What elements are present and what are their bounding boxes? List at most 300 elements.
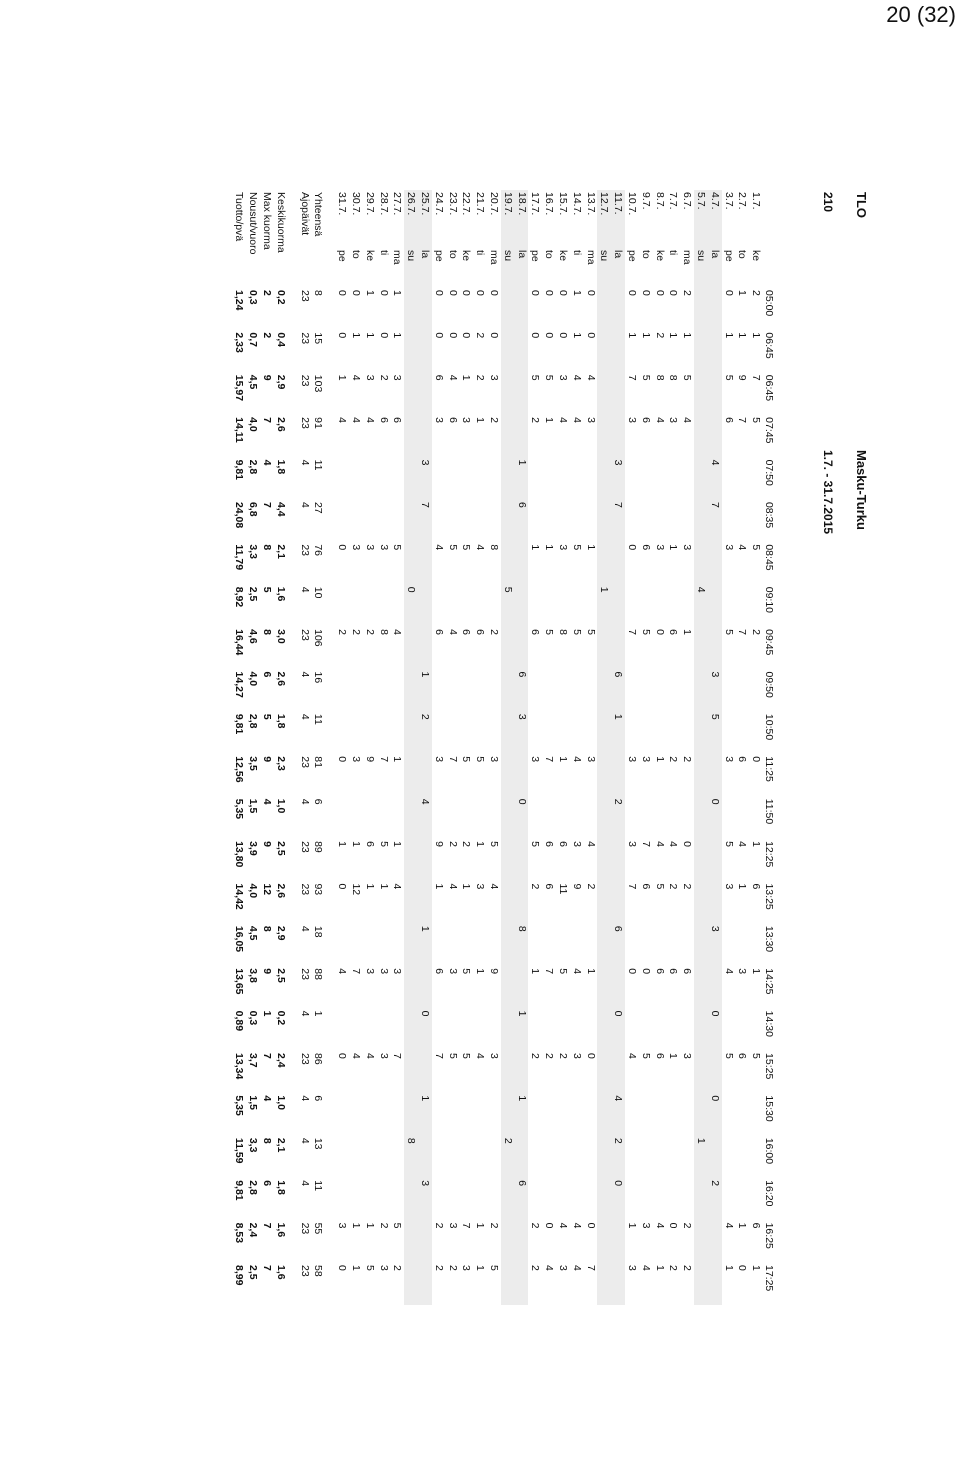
passenger-count-cell: 6: [515, 500, 529, 542]
row-date: 5.7.: [694, 190, 708, 248]
passenger-count-cell: 3: [446, 1222, 459, 1229]
table-row: [473, 190, 487, 1305]
summary-value: 23: [298, 544, 311, 557]
passenger-count-cell: 8: [487, 544, 500, 551]
passenger-count-cell: 7: [418, 500, 432, 542]
passenger-count-cell: 1: [570, 290, 583, 296]
passenger-count-cell: 0: [446, 332, 459, 339]
passenger-count-cell: [694, 330, 708, 372]
passenger-count-cell: 1: [515, 458, 529, 500]
passenger-count-cell: 0: [584, 332, 597, 339]
passenger-count-cell: [694, 373, 708, 415]
passenger-count-cell: 0: [708, 797, 722, 839]
passenger-count-cell: 5: [750, 417, 763, 424]
passenger-count-cell: [680, 500, 694, 542]
passenger-count-cell: [625, 1178, 639, 1220]
passenger-count-cell: 5: [460, 756, 473, 763]
passenger-count-cell: 4: [556, 417, 569, 424]
passenger-count-cell: [501, 1093, 515, 1135]
passenger-count-cell: 3: [432, 756, 445, 763]
passenger-count-cell: 5: [391, 1222, 404, 1229]
passenger-count-cell: [487, 458, 501, 500]
row-date: 27.7.: [391, 192, 404, 216]
passenger-count-cell: [597, 1051, 611, 1093]
summary-value: 23: [298, 756, 311, 768]
table-row: [666, 190, 680, 1305]
passenger-count-cell: [501, 1263, 515, 1305]
passenger-count-cell: [487, 924, 501, 966]
passenger-count-cell: [418, 966, 432, 1008]
passenger-count-cell: 2: [350, 629, 362, 635]
passenger-count-cell: 1: [556, 756, 569, 763]
summary-label: Yhteensä: [312, 192, 325, 237]
passenger-count-cell: 4: [570, 417, 583, 424]
passenger-count-cell: 1: [418, 670, 432, 712]
kpi-value: 1,24: [233, 290, 246, 311]
passenger-count-cell: [584, 1093, 598, 1135]
passenger-count-cell: 3: [625, 841, 638, 847]
row-weekday: la: [515, 248, 529, 288]
passenger-count-cell: [390, 797, 404, 839]
passenger-count-cell: [377, 500, 391, 542]
passenger-count-cell: [556, 797, 570, 839]
passenger-count-cell: [570, 500, 584, 542]
passenger-count-cell: [584, 1178, 598, 1220]
passenger-count-cell: 3: [736, 968, 749, 975]
passenger-count-cell: [363, 1136, 377, 1178]
passenger-count-cell: [611, 1051, 625, 1093]
passenger-count-cell: [694, 754, 708, 796]
passenger-count-cell: 4: [708, 458, 722, 500]
kpi-value: 0,89: [233, 1010, 246, 1032]
passenger-count-cell: [708, 542, 722, 584]
table-row: [625, 190, 639, 1305]
kpi-value: 2: [261, 290, 274, 296]
passenger-count-cell: 0: [418, 1009, 432, 1051]
passenger-count-cell: [597, 924, 611, 966]
passenger-count-cell: 0: [336, 1264, 349, 1271]
kpi-value: 13,34: [233, 1053, 246, 1080]
passenger-count-cell: [528, 670, 542, 712]
passenger-count-cell: 1: [597, 585, 611, 627]
passenger-count-cell: [363, 458, 377, 500]
passenger-count-cell: [459, 1136, 473, 1178]
passenger-count-cell: [570, 1093, 584, 1135]
passenger-count-cell: [459, 924, 473, 966]
passenger-count-cell: [611, 1221, 625, 1263]
summary-value: 23: [298, 332, 311, 345]
passenger-count-cell: 1: [681, 629, 694, 635]
kpi-value: 6,8: [247, 501, 260, 517]
passenger-count-cell: 9: [363, 756, 376, 763]
passenger-count-cell: [501, 288, 515, 330]
passenger-count-cell: 5: [474, 756, 487, 763]
kpi-value: 4,5: [247, 925, 260, 941]
passenger-count-cell: 3: [363, 544, 376, 551]
passenger-count-cell: [625, 670, 639, 712]
passenger-count-cell: [570, 1136, 584, 1178]
passenger-count-cell: [584, 1136, 598, 1178]
passenger-count-cell: 4: [667, 841, 680, 847]
passenger-count-cell: [487, 1136, 501, 1178]
passenger-count-cell: 2: [681, 1222, 694, 1229]
passenger-count-cell: 3: [722, 883, 735, 890]
passenger-count-cell: [556, 500, 570, 542]
passenger-count-cell: 3: [460, 417, 473, 424]
passenger-count-cell: [404, 500, 418, 542]
kpi-value: 2,4: [274, 1053, 287, 1068]
passenger-count-cell: 7: [639, 841, 652, 847]
passenger-count-cell: 5: [543, 629, 556, 635]
passenger-count-cell: [653, 797, 667, 839]
header-spacer: [763, 190, 783, 248]
kpi-value: 8: [261, 925, 274, 932]
kpi-value: 4,0: [247, 671, 260, 687]
passenger-count-cell: [708, 881, 722, 923]
kpi-value: 4,0: [247, 417, 260, 432]
summary-value: 6: [312, 798, 325, 805]
passenger-count-cell: [515, 415, 529, 457]
passenger-count-cell: 4: [336, 417, 349, 424]
passenger-count-cell: [735, 670, 749, 712]
passenger-count-cell: [390, 712, 404, 754]
passenger-count-cell: 8: [377, 629, 390, 635]
passenger-count-cell: [363, 585, 377, 627]
kpi-value: 2,6: [274, 417, 287, 432]
summary-value: 10: [312, 586, 325, 599]
passenger-count-cell: 0: [460, 290, 473, 296]
kpi-value: 5: [261, 586, 274, 593]
passenger-count-cell: [404, 373, 418, 415]
passenger-count-cell: 6: [750, 1222, 763, 1229]
passenger-count-cell: [363, 1178, 377, 1220]
passenger-count-cell: 0: [625, 290, 638, 296]
passenger-count-cell: 6: [363, 841, 376, 847]
passenger-count-cell: 1: [543, 417, 556, 424]
passenger-count-cell: [722, 500, 736, 542]
passenger-count-cell: [680, 670, 694, 712]
kpi-value: 16,05: [233, 925, 246, 953]
passenger-count-cell: 1: [584, 544, 597, 551]
passenger-count-cell: 7: [611, 500, 625, 542]
row-weekday: ti: [474, 250, 487, 256]
kpi-value: 0,3: [247, 1010, 260, 1026]
passenger-count-cell: [749, 458, 763, 500]
passenger-count-cell: 0: [336, 756, 349, 763]
summary-value: 4: [298, 1095, 311, 1102]
kpi-value: 9: [261, 968, 274, 975]
passenger-count-cell: [404, 1221, 418, 1263]
passenger-count-cell: 1: [474, 417, 487, 424]
summary-value: 86: [312, 1053, 325, 1065]
kpi-value: 9,81: [233, 713, 246, 735]
passenger-count-cell: [749, 500, 763, 542]
row-weekday: to: [736, 250, 749, 259]
passenger-count-cell: 1: [515, 1009, 529, 1051]
kpi-value: 5,35: [233, 1095, 246, 1116]
row-date: 30.7.: [350, 192, 362, 216]
passenger-count-cell: 7: [432, 1053, 445, 1059]
passenger-count-cell: 7: [584, 1264, 597, 1271]
passenger-count-cell: [625, 1009, 639, 1051]
passenger-count-cell: [597, 881, 611, 923]
passenger-count-cell: 1: [336, 374, 349, 381]
passenger-count-cell: 4: [556, 1222, 569, 1229]
passenger-count-cell: 0: [556, 332, 569, 339]
passenger-count-cell: [597, 670, 611, 712]
passenger-count-cell: [432, 458, 446, 500]
passenger-count-cell: 0: [667, 1222, 680, 1229]
passenger-count-cell: 1: [363, 332, 376, 339]
passenger-count-cell: [653, 1009, 667, 1051]
passenger-count-cell: [432, 797, 446, 839]
passenger-count-cell: [584, 500, 598, 542]
kpi-value: 11,59: [233, 1137, 246, 1164]
passenger-count-cell: 4: [350, 1053, 362, 1059]
passenger-count-cell: [501, 542, 515, 584]
passenger-count-cell: 1: [681, 332, 694, 339]
passenger-count-cell: [556, 1093, 570, 1135]
passenger-count-cell: [528, 585, 542, 627]
row-weekday: su: [694, 248, 708, 288]
passenger-count-cell: 4: [446, 374, 459, 381]
passenger-count-cell: 1: [474, 1264, 487, 1271]
passenger-count-cell: [404, 330, 418, 372]
passenger-count-cell: 3: [487, 374, 500, 381]
passenger-count-cell: [694, 839, 708, 881]
passenger-count-cell: 3: [556, 544, 569, 551]
passenger-count-cell: 7: [391, 1053, 404, 1059]
passenger-count-cell: [363, 1009, 377, 1051]
passenger-count-cell: [708, 1051, 722, 1093]
passenger-count-cell: [611, 415, 625, 457]
summary-row-ajopaivat: [298, 190, 312, 1305]
passenger-count-cell: 0: [736, 1264, 749, 1271]
passenger-count-cell: [446, 585, 460, 627]
row-weekday: la: [708, 248, 722, 288]
kpi-value: 6: [261, 671, 274, 678]
passenger-count-cell: [473, 1178, 487, 1220]
summary-value: 23: [298, 968, 311, 980]
summary-value: 4: [298, 1010, 311, 1017]
passenger-count-cell: [666, 712, 680, 754]
passenger-count-cell: [487, 585, 501, 627]
passenger-count-cell: 3: [377, 1264, 390, 1271]
kpi-value: 2,9: [274, 925, 287, 941]
passenger-count-cell: 0: [336, 1053, 349, 1059]
passenger-count-cell: [625, 712, 639, 754]
passenger-count-cell: [501, 797, 515, 839]
passenger-count-cell: [473, 585, 487, 627]
passenger-count-cell: [680, 712, 694, 754]
table-row: [390, 190, 404, 1305]
passenger-count-cell: [694, 881, 708, 923]
passenger-count-cell: 1: [543, 544, 556, 551]
passenger-count-cell: [377, 797, 391, 839]
passenger-count-cell: 0: [584, 1222, 597, 1229]
summary-value: 13: [312, 1137, 325, 1150]
passenger-count-cell: [694, 627, 708, 669]
passenger-count-cell: 6: [474, 629, 487, 635]
passenger-count-cell: 0: [515, 797, 529, 839]
passenger-count-cell: 1: [625, 1222, 638, 1229]
summary-value: 16: [312, 671, 325, 684]
passenger-count-cell: 0: [446, 290, 459, 296]
passenger-count-cell: [611, 542, 625, 584]
passenger-count-cell: 1: [750, 841, 763, 847]
passenger-count-cell: 3: [639, 756, 652, 763]
passenger-count-cell: 1: [736, 332, 749, 339]
kpi-value: 14,11: [233, 417, 246, 443]
passenger-count-cell: [363, 924, 377, 966]
passenger-count-cell: [487, 797, 501, 839]
passenger-count-cell: 1: [474, 1222, 487, 1229]
report-period: 1.7. - 31.7.2015: [821, 450, 835, 535]
passenger-count-cell: [404, 627, 418, 669]
passenger-count-cell: 7: [708, 500, 722, 542]
kpi-value: 7: [261, 1053, 274, 1059]
passenger-count-cell: [335, 670, 349, 712]
summary-value: 4: [298, 1137, 311, 1144]
kpi-label: Tuotto/pvä: [233, 192, 246, 242]
passenger-count-cell: 4: [653, 1222, 666, 1229]
passenger-count-cell: [556, 1009, 570, 1051]
passenger-count-cell: 2: [750, 290, 763, 296]
passenger-count-cell: 3: [681, 544, 694, 551]
passenger-count-cell: [735, 797, 749, 839]
passenger-count-cell: [487, 1093, 501, 1135]
passenger-count-cell: 3: [336, 1222, 349, 1229]
passenger-count-cell: 2: [446, 1264, 459, 1271]
passenger-count-cell: 2: [487, 1222, 500, 1229]
row-date: 28.7.: [377, 192, 390, 216]
departure-time-header: 14:25: [763, 968, 775, 995]
passenger-count-cell: [542, 924, 556, 966]
passenger-count-cell: 3: [570, 1053, 583, 1059]
passenger-count-cell: 1: [474, 841, 487, 847]
kpi-value: 9,81: [233, 1180, 246, 1201]
passenger-count-cell: [418, 839, 432, 881]
passenger-count-cell: [515, 288, 529, 330]
passenger-count-cell: 6: [639, 883, 652, 890]
passenger-count-cell: 5: [584, 629, 597, 635]
passenger-count-cell: [459, 797, 473, 839]
row-weekday: to: [639, 250, 652, 259]
departure-times-header: [763, 190, 783, 1305]
passenger-count-cell: [597, 839, 611, 881]
row-weekday: pe: [722, 250, 735, 262]
kpi-value: 1,0: [274, 1095, 287, 1111]
table-row: [349, 190, 363, 1305]
summary-value: 76: [312, 544, 325, 557]
passenger-count-cell: [666, 670, 680, 712]
kpi-value: 2,8: [247, 459, 260, 475]
row-date: 10.7.: [625, 192, 638, 216]
passenger-count-cell: 0: [377, 332, 390, 339]
passenger-count-cell: 6: [639, 544, 652, 551]
summary-value: 27: [312, 501, 325, 514]
row-date: 19.7.: [501, 190, 515, 248]
departure-time-header: 16:00: [763, 1137, 775, 1165]
passenger-count-cell: [446, 797, 460, 839]
passenger-count-cell: 1: [653, 756, 666, 763]
passenger-count-cell: 5: [653, 883, 666, 890]
passenger-count-cell: [735, 1093, 749, 1135]
passenger-count-cell: [542, 1178, 556, 1220]
passenger-count-cell: [597, 542, 611, 584]
row-date: 4.7.: [708, 190, 722, 248]
passenger-count-cell: [487, 1009, 501, 1051]
table-row: [418, 190, 432, 1305]
passenger-count-cell: [708, 839, 722, 881]
departure-time-header: 16:25: [763, 1222, 775, 1249]
passenger-count-cell: [666, 1136, 680, 1178]
kpi-value: 5: [261, 713, 274, 720]
kpi-value: 4,5: [247, 374, 260, 390]
passenger-count-cell: [446, 924, 460, 966]
passenger-count-cell: 0: [611, 1178, 625, 1220]
kpi-value: 11,79: [233, 544, 246, 571]
passenger-count-cell: [722, 1009, 736, 1051]
passenger-count-cell: [708, 330, 722, 372]
passenger-count-cell: [404, 458, 418, 500]
passenger-count-cell: [418, 288, 432, 330]
passenger-count-cell: 8: [653, 374, 666, 381]
passenger-count-cell: 3: [377, 968, 390, 975]
header-spacer: [763, 248, 783, 288]
passenger-count-cell: [404, 670, 418, 712]
passenger-count-cell: 6: [515, 1178, 529, 1220]
passenger-count-cell: [363, 1093, 377, 1135]
passenger-count-cell: 5: [722, 629, 735, 635]
passenger-count-cell: [749, 797, 763, 839]
passenger-count-cell: 0: [625, 968, 638, 975]
table-row: [335, 190, 349, 1305]
row-weekday: to: [543, 250, 556, 259]
passenger-count-cell: [432, 670, 446, 712]
kpi-value: 15,97: [233, 374, 246, 402]
passenger-count-cell: [666, 500, 680, 542]
passenger-count-cell: [556, 585, 570, 627]
passenger-count-cell: [653, 458, 667, 500]
kpi-value: 7: [261, 1264, 274, 1271]
passenger-count-cell: [639, 500, 653, 542]
departure-time-header: 13:30: [763, 925, 775, 953]
summary-value: 18: [312, 925, 325, 938]
departure-time-header: 09:45: [763, 629, 775, 656]
row-date: 24.7.: [432, 192, 445, 216]
passenger-count-cell: [694, 1178, 708, 1220]
passenger-count-cell: 1: [625, 332, 638, 339]
departure-time-header: 10:50: [763, 713, 775, 741]
passenger-count-cell: 1: [391, 332, 404, 339]
passenger-count-cell: [432, 1093, 446, 1135]
passenger-count-cell: 5: [363, 1264, 376, 1271]
passenger-count-cell: [349, 1178, 363, 1220]
passenger-count-cell: [722, 797, 736, 839]
passenger-count-cell: 5: [529, 374, 542, 381]
kpi-value: 2,1: [274, 544, 287, 559]
passenger-count-cell: [528, 458, 542, 500]
passenger-count-cell: [749, 1136, 763, 1178]
passenger-count-cell: 1: [722, 332, 735, 339]
passenger-count-cell: 6: [377, 417, 390, 424]
passenger-count-cell: [653, 924, 667, 966]
passenger-count-cell: [473, 1136, 487, 1178]
passenger-count-cell: 1: [474, 968, 487, 975]
passenger-count-cell: [694, 288, 708, 330]
kpi-value: 12,56: [233, 756, 246, 783]
